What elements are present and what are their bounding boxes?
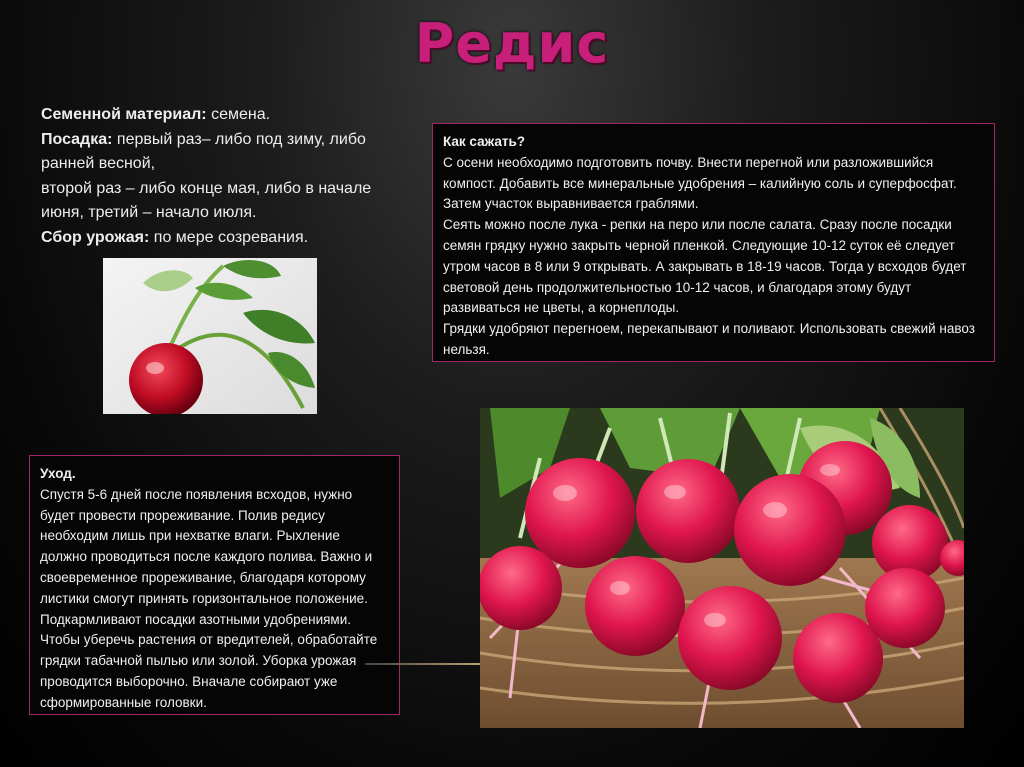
how-to-plant-para-1: С осени необходимо подготовить почву. Внести перегной или разложившийся компост. Добавить все минеральные удобрения – калийную соль и суперфосфат. Затем участок выравнивается граблями. <box>443 154 957 212</box>
harvest-text: по мере созревания. <box>149 228 309 246</box>
single-radish-image <box>103 258 317 414</box>
care-text: Спустя 5-6 дней после появления всходов, нужно будет провести прореживание. Полив редису необходим лишь при нехватке влаги. Рыхление должно проводиться после каждого полива. Важно и своевременное прореживание, благодаря которому листики смогут принять горизонтальное положение. Подкармливают посадки азотными удобрениями. Чтобы уберечь растения от вредителей, обработайте грядки табачной пылью или золой. Уборка урожая проводится выборочно. Вначале собирают уже сформированные головки. <box>40 486 378 710</box>
seed-label: Семенной материал: <box>41 106 207 123</box>
slide-title: Редис <box>414 12 610 75</box>
radish-basket-image <box>480 408 964 728</box>
how-to-plant-para-3: Грядки удобряют перегноем, перекапывают и поливают. Использовать свежий навоз нельзя. <box>443 321 975 357</box>
care-box <box>29 455 400 715</box>
radish-summary <box>41 103 401 250</box>
how-to-plant-para-2: Сеять можно после лука - репки на перо или после салата. Сразу после посадки семян грядку нужно закрыть черной пленкой. Следующие 10-12 суток её следует утром часов в 8 или 9 открывать. А закрывать в 18-19 часов. Тогда у всходов будет световой день продолжительностью 10-12 часов, и благодаря этому будут развиваться не цветы, а корнеплоды. <box>443 217 967 316</box>
care-heading: Уход. <box>40 466 76 481</box>
connector-line <box>365 663 480 665</box>
seed-text: семена. <box>206 106 271 123</box>
planting-text-2: второй раз – либо конце мая, либо в начале июня, третий – начало июля. <box>41 179 372 221</box>
planting-text: первый раз– либо под зиму, либо ранней весной, <box>41 130 366 172</box>
planting-label: Посадка: <box>41 130 113 148</box>
harvest-label: Сбор урожая: <box>41 228 150 246</box>
how-to-plant-heading: Как сажать? <box>443 134 526 149</box>
how-to-plant-box <box>432 123 995 362</box>
